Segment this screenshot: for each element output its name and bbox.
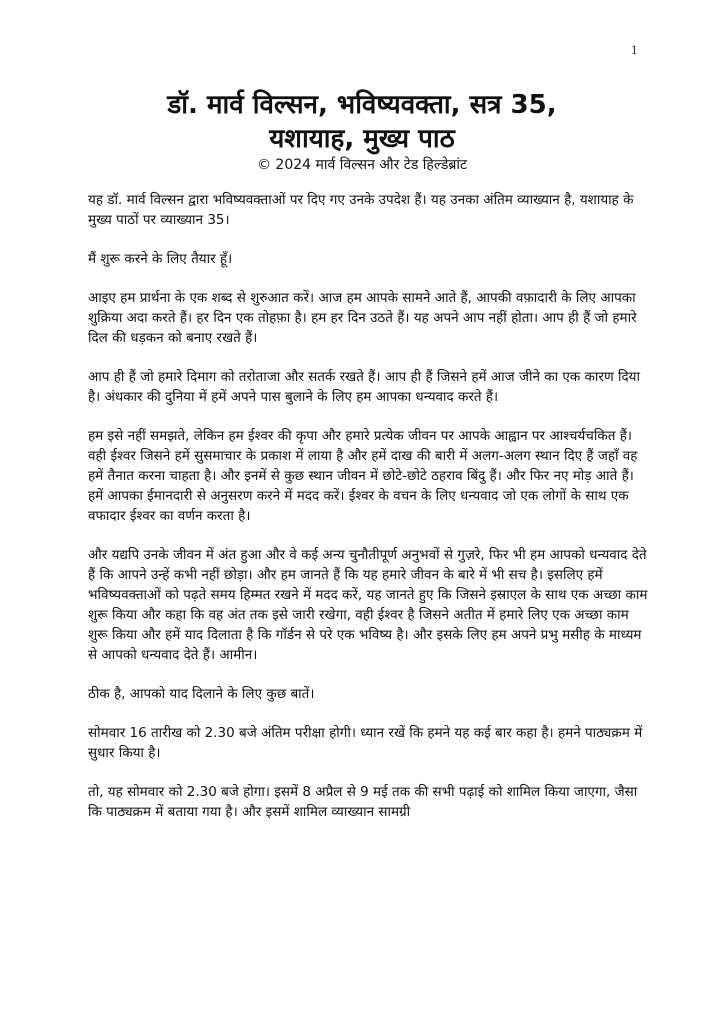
title-line-2: यशायाह, मुख्य पाठ xyxy=(269,124,455,154)
paragraph: आइए हम प्रार्थना के एक शब्द से शुरुआत करें। आज हम आपके सामने आते हैं, आपकी वफ़ादारी के लिए आपका शुक्रिया अदा करते हैं। हर दिन एक तोहफ़ा है। हम हर दिन उठते हैं। यह अपने आप नहीं होता। आप ही हैं जो हमारे दिल की धड़कन को बनाए रखते हैं। xyxy=(88,290,637,346)
paragraph: तो, यह सोमवार को 2.30 बजे होगा। इसमें 8 अप्रैल से 9 मई तक की सभी पढ़ाई को शामिल किया जाएगा, जैसा कि पाठ्यक्रम में बताया गया है। और इसमें शामिल व्याख्यान सामग्री xyxy=(88,784,638,820)
paragraph: सोमवार 16 तारीख को 2.30 बजे अंतिम परीक्षा होगी। ध्यान रखें कि हमने यह कई बार कहा है। हमने पाठ्यक्रम में सुधार किया है। xyxy=(88,725,643,761)
page-number: 1 xyxy=(631,44,638,57)
paragraph: आप ही हैं जो हमारे दिमाग को तरोताजा और सतर्क रखते हैं। आप ही हैं जिसने हमें आज जीने का एक कारण दिया है। अंधकार की दुनिया में हमें अपने पास बुलाने के लिए हम आपका धन्यवाद करते हैं। xyxy=(88,369,640,405)
copyright-notice: © 2024 मार्व विल्सन और टेड हिल्डेब्रांट xyxy=(256,157,468,173)
document-title xyxy=(60,88,664,156)
document-body xyxy=(88,190,648,841)
paragraph: यह डॉ. मार्व विल्सन द्वारा भविष्यवक्ताओं पर दिए गए उनके उपदेश हैं। यह उनका अंतिम व्याख्यान है, यशायाह के मुख्य पाठों पर व्याख्यान 35। xyxy=(88,192,634,228)
paragraph: हम इसे नहीं समझते, लेकिन हम ईश्वर की कृपा और हमारे प्रत्येक जीवन पर आपके आह्वान पर आश्चर्यचकित हैं। वही ईश्वर जिसने हमें सुसमाचार के प्रकाश में लाया है और हमें दाख की बारी में अलग-अलग स्थान दिए हैं जहाँ वह हमें तैनात करना चाहता है। और इनमें से कुछ स्थान जीवन में छोटे-छोटे ठहराव बिंदु हैं। और फिर नए मोड़ आते हैं। हमें आपका ईमानदारी से अनुसरण करने में मदद करें। ईश्वर के वचन के लिए धन्यवाद जो एक लोगों के साथ एक वफादार ईश्वर का वर्णन करता है। xyxy=(88,428,638,524)
paragraph: मैं शुरू करने के लिए तैयार हूँ। xyxy=(88,251,233,267)
paragraph: ठीक है, आपको याद दिलाने के लिए कुछ बातें। xyxy=(88,686,315,702)
paragraph: और यद्यपि उनके जीवन में अंत हुआ और वे कई अन्य चुनौतीपूर्ण अनुभवों से गुज़रे, फिर भी हम आपको धन्यवाद देते हैं कि आपने उन्हें कभी नहीं छोड़ा। और हम जानते हैं कि यह हमारे जीवन के बारे में भी सच है। इसलिए हमें भविष्यवक्ताओं को पढ़ते समय हिम्मत रखने में मदद करें, यह जानते हुए कि जिसने इस्राएल के साथ एक अच्छा काम शुरू किया और कहा कि वह अंत तक इसे जारी रखेगा, वही ईश्वर है जिसने अतीत में हमारे लिए एक अच्छा काम शुरू किया और हमें याद दिलाता है कि गॉर्डन से परे एक भविष्य है। और इसके लिए हम अपने प्रभु मसीह के माध्यम से आपको धन्यवाद देते हैं। आमीन। xyxy=(88,547,648,663)
title-line-1: डॉ. मार्व विल्सन, भविष्यवक्ता, सत्र 35, xyxy=(167,90,557,120)
